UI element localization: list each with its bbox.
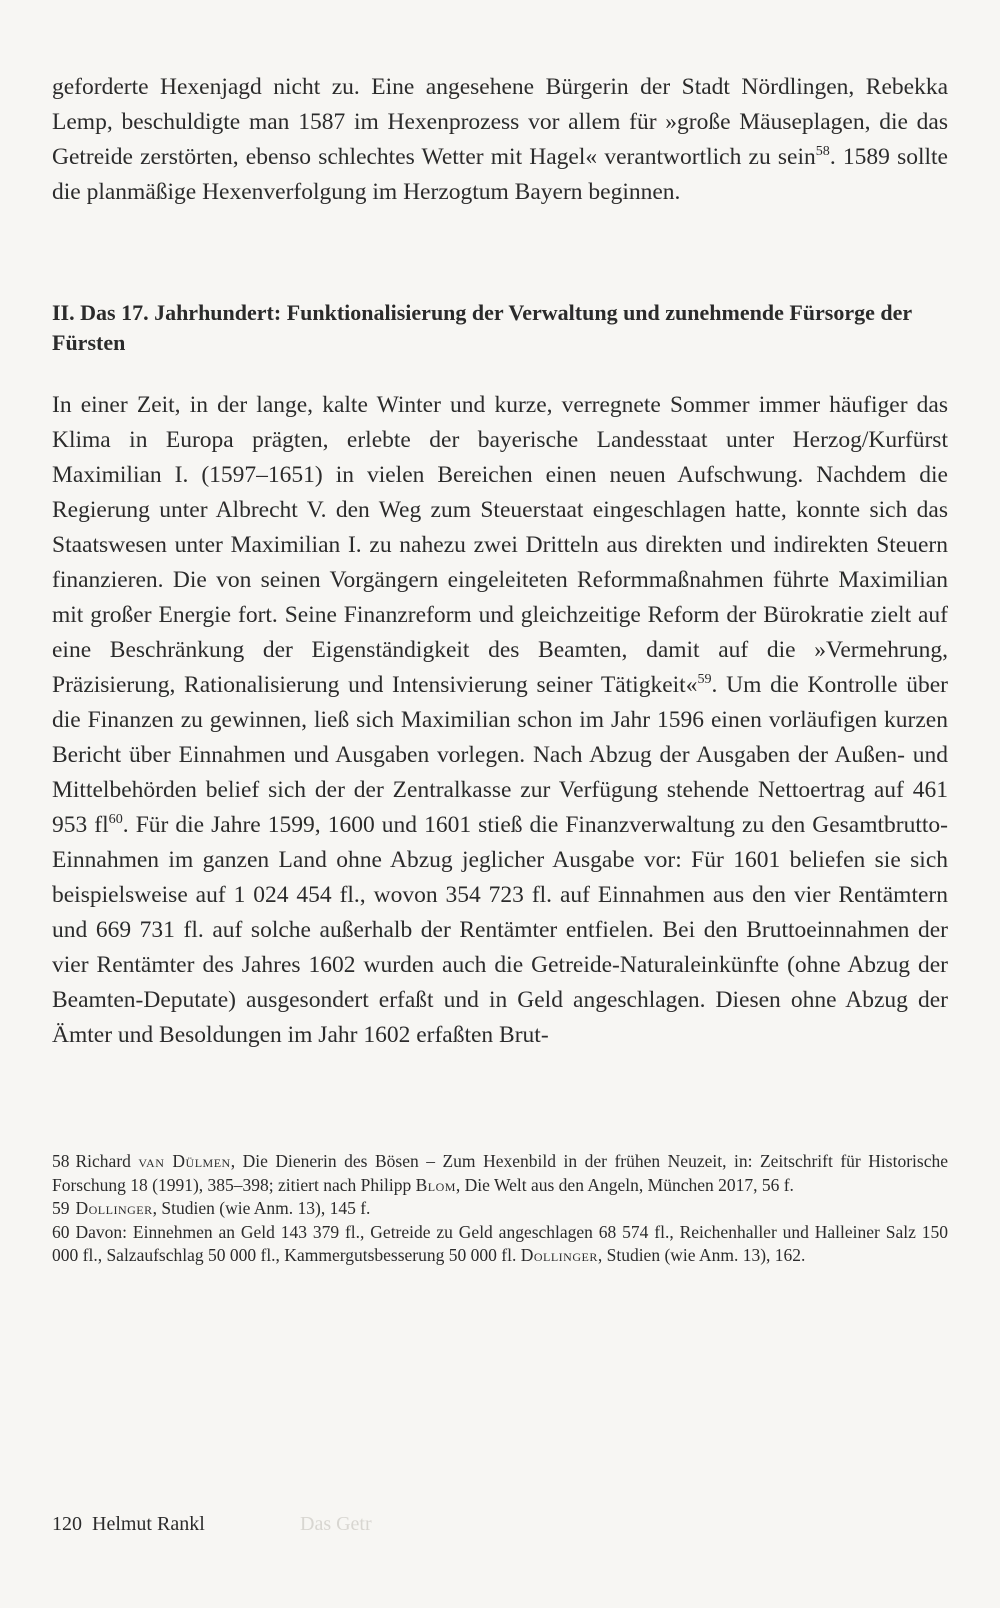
paragraph-2 [52,388,948,1053]
footnotes [52,1150,948,1268]
footnote-59 [52,1197,948,1221]
footnote-60 [52,1221,948,1268]
footnote-text: , Die Welt aus den Angeln, München 2017, 56 f. [455,1174,794,1195]
footnote-author: van Dülmen [138,1151,231,1171]
paragraph-2-text-c: . Für die Jahre 1599, 1600 und 1601 stieß die Finanzverwaltung zu den Gesamtbrutto-Einnahmen im ganzen Land ohne Abzug jeglicher Ausgabe vor: Für 1601 beliefen sie sich beispielsweise auf 1 024 454 fl., wovon 354 723 fl. auf Einnahmen aus den vier Rentämtern und 669 731 fl. auf solche außerhalb der Rentämter entfielen. Bei den Bruttoeinnahmen der vier Rentämter des Jahres 1602 wurden auch die Getreide-Naturaleinkünfte (ohne Abzug der Beamten-Deputate) ausgesondert erfaßt und in Geld angeschlagen. Diesen ohne Abzug der Ämter und Besoldungen im Jahr 1602 erfaßten Brut- [52,812,949,1048]
footnote-text: Richard [75,1151,139,1171]
footnote-author: Dollinger [520,1245,598,1265]
footnote-ref-58[interactable]: 58 [815,143,830,160]
footnote-number: 58 [52,1151,70,1171]
paragraph-1 [52,70,948,210]
footnote-text: , Studien (wie Anm. 13), 145 f. [152,1198,371,1218]
footnote-author: Dollinger [75,1198,153,1218]
bleed-through-text: Das Getr [300,1513,372,1535]
footnote-text: , Die Dienerin des Bösen – Zum Hexenbild in der frühen Neuzeit, in: Zeitschrift für Historische Forschung 18 (1991), 385–398; zitiert nach Philipp [52,1151,948,1195]
page-footer [52,1512,205,1536]
footnote-number: 59 [52,1198,70,1218]
section-heading: II. Das 17. Jahrhundert: Funktionalisierung der Verwaltung und zunehmende Fürsorge der Fürsten [52,300,912,355]
footnote-author: Blom [415,1174,456,1195]
footnote-text: , Studien (wie Anm. 13), 162. [597,1245,806,1265]
footnote-58 [52,1150,948,1197]
footnote-ref-60[interactable]: 60 [108,811,123,828]
page-number: 120 [52,1513,82,1535]
paragraph-2-text-b: . Um die Kontrolle über die Finanzen zu gewinnen, ließ sich Maximilian schon im Jahr 1596 einen vorläufigen kurzen Bericht über Einnahmen und Ausgaben vorlegen. Nach Abzug der Ausgaben der Außen- und Mittelbehörden belief sich der der Zentralkasse zur Verfügung stehende Nettoertrag auf 461 953 fl [52,672,949,838]
paragraph-1-text-a: geforderte Hexenjagd nicht zu. Eine angesehene Bürgerin der Stadt Nördlingen, Rebekka Lemp, beschuldigte man 1587 im Hexenprozess vor allem für »große Mäuseplagen, die das Getreide zerstörten, ebenso schlechtes Wetter mit Hagel« verantwortlich zu sein [52,74,948,170]
running-author: Helmut Rankl [92,1513,205,1535]
footnote-number: 60 [52,1221,70,1242]
footnote-ref-59[interactable]: 59 [697,671,712,688]
paragraph-1-text-b: . 1589 sollte die planmäßige Hexenverfolgung im Herzogtum Bayern beginnen. [52,144,948,205]
footnote-text: Davon: Einnehmen an Geld 143 379 fl., Getreide zu Geld angeschlagen 68 574 fl., Reichenhaller und Halleiner Salz 150 000 fl., Salzaufschlag 50 000 fl., Kammergutsbesserung 50 000 fl. [52,1221,948,1265]
paragraph-2-text-a: In einer Zeit, in der lange, kalte Winter und kurze, verregnete Sommer immer häufiger das Klima in Europa prägten, erlebte der bayerische Landesstaat unter Herzog/Kurfürst Maximilian I. (1597–1651) in vielen Bereichen einen neuen Aufschwung. Nachdem die Regierung unter Albrecht V. den Weg zum Steuerstaat eingeschlagen hatte, konnte sich das Staatswesen unter Maximilian I. zu nahezu zwei Dritteln aus direkten und indirekten Steuern finanzieren. Die von seinen Vorgängern eingeleiteten Reformmaßnahmen führte Maximilian mit großer Energie fort. Seine Finanzreform und gleichzeitige Reform der Bürokratie zielt auf eine Beschränkung der Eigenständigkeit des Beamten, damit auf die »Vermehrung, Präzisierung, Rationalisierung und Intensivierung seiner Tätigkeit« [52,392,948,698]
